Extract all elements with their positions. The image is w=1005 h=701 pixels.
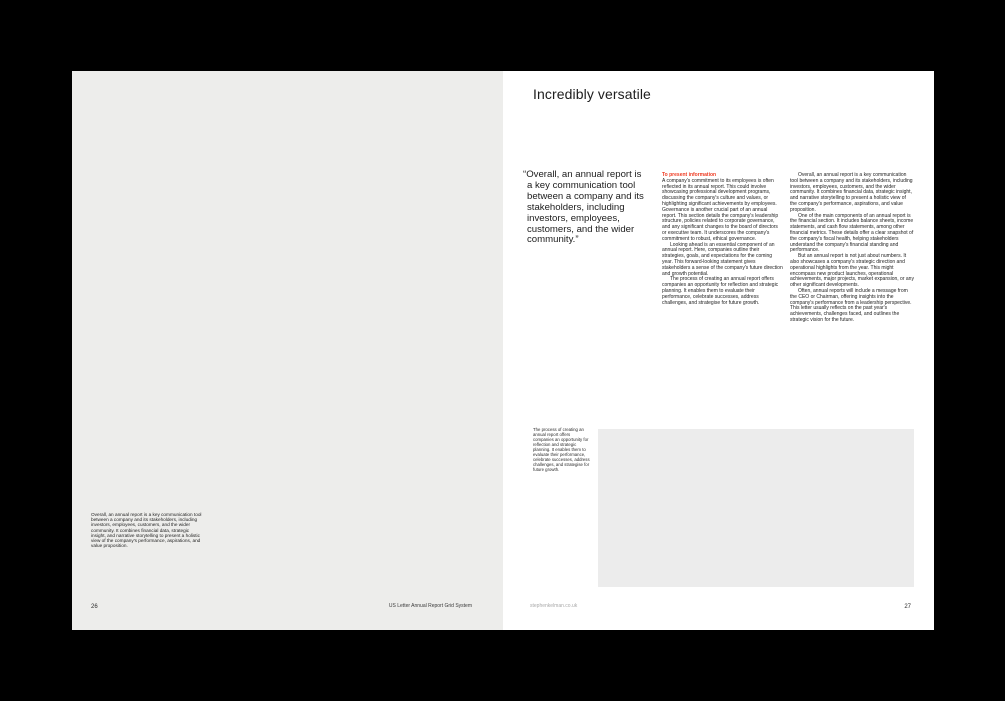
image-placeholder bbox=[598, 429, 914, 587]
left-page-caption: Overall, an annual report is a key communication tool between a company and its stakeholders, including investors, employees, customers, and the wider community. It combines financial data, strategic insight, and narrative storytelling to present a holistic view of the company's performance, aspirations, and value proposition. bbox=[91, 512, 202, 549]
body-paragraph: Looking ahead is an essential component of an annual report. Here, companies outline their strategies, goals, and expectations for the coming year. This forward-looking statement gives stakeholders a sense of the company's future direction and growth potential. bbox=[662, 241, 783, 277]
body-paragraph: One of the main components of an annual report is the financial section. It includes balance sheets, income statements, and cash flow statements, among other financial metrics. These details offer a clear snapshot of the company's fiscal health, helping stakeholders understand the company's financial standing and performance. bbox=[790, 212, 914, 254]
right-page-number: 27 bbox=[904, 604, 911, 610]
body-column-1 bbox=[662, 173, 783, 306]
body-paragraph: But an annual report is not just about numbers. It also showcases a company's strategic direction and operational highlights from the year. This might encompass new product launches, operational achievements, major projects, market expansion, or any other significant developments. bbox=[790, 253, 914, 289]
body-column-2 bbox=[790, 173, 914, 324]
body-paragraph: Overall, an annual report is a key communication tool between a company and its stakeholders, including investors, employees, customers, and the wider community. It combines financial data, strategic insight, and narrative storytelling to present a holistic view of the company's performance, aspirations, and value proposition. bbox=[790, 172, 913, 213]
left-page bbox=[72, 71, 503, 630]
left-footer-label: US Letter Annual Report Grid System bbox=[388, 603, 472, 609]
left-page-number: 26 bbox=[91, 604, 98, 610]
footer-website: stephenkelman.co.uk bbox=[530, 603, 578, 609]
body-paragraph: Often, annual reports will include a message from the CEO or Chairman, offering insights into the company's performance from a leadership perspective. This letter usually reflects on the past year's achievements, challenges faced, and outlines the strategic vision for the future. bbox=[790, 287, 912, 323]
right-page bbox=[503, 71, 934, 630]
pull-quote: “Overall, an annual report is a key communication tool between a company and its stakeholders, including investors, employees, customers, and the wider community.” bbox=[523, 169, 644, 246]
body-paragraph: A company's commitment to its employees is often reflected in its annual report. This could involve showcasing professional development programs, discussing the company's culture and values, or highlighting significant achievements by employees. Governance is another crucial part of an annual report. This section details the company's leadership structure, policies related to corporate governance, and any significant changes to the board of directors or executive team. It underscores the company's commitment to robust, ethical governance. bbox=[662, 177, 779, 242]
magazine-spread bbox=[72, 71, 934, 630]
page-title: Incredibly versatile bbox=[533, 86, 651, 102]
section-heading: To present information bbox=[662, 172, 717, 178]
body-paragraph: The process of creating an annual report offers companies an opportunity for reflection and strategic planning. It enables them to evaluate their performance, celebrate successes, address challenges, and strategise for future growth. bbox=[662, 276, 779, 306]
image-caption: The process of creating an annual report offers companies an opportunity for reflection and strategic planning. It enables them to evaluate their performance, celebrate successes, address challenges, and strategise for future growth. bbox=[533, 427, 590, 472]
